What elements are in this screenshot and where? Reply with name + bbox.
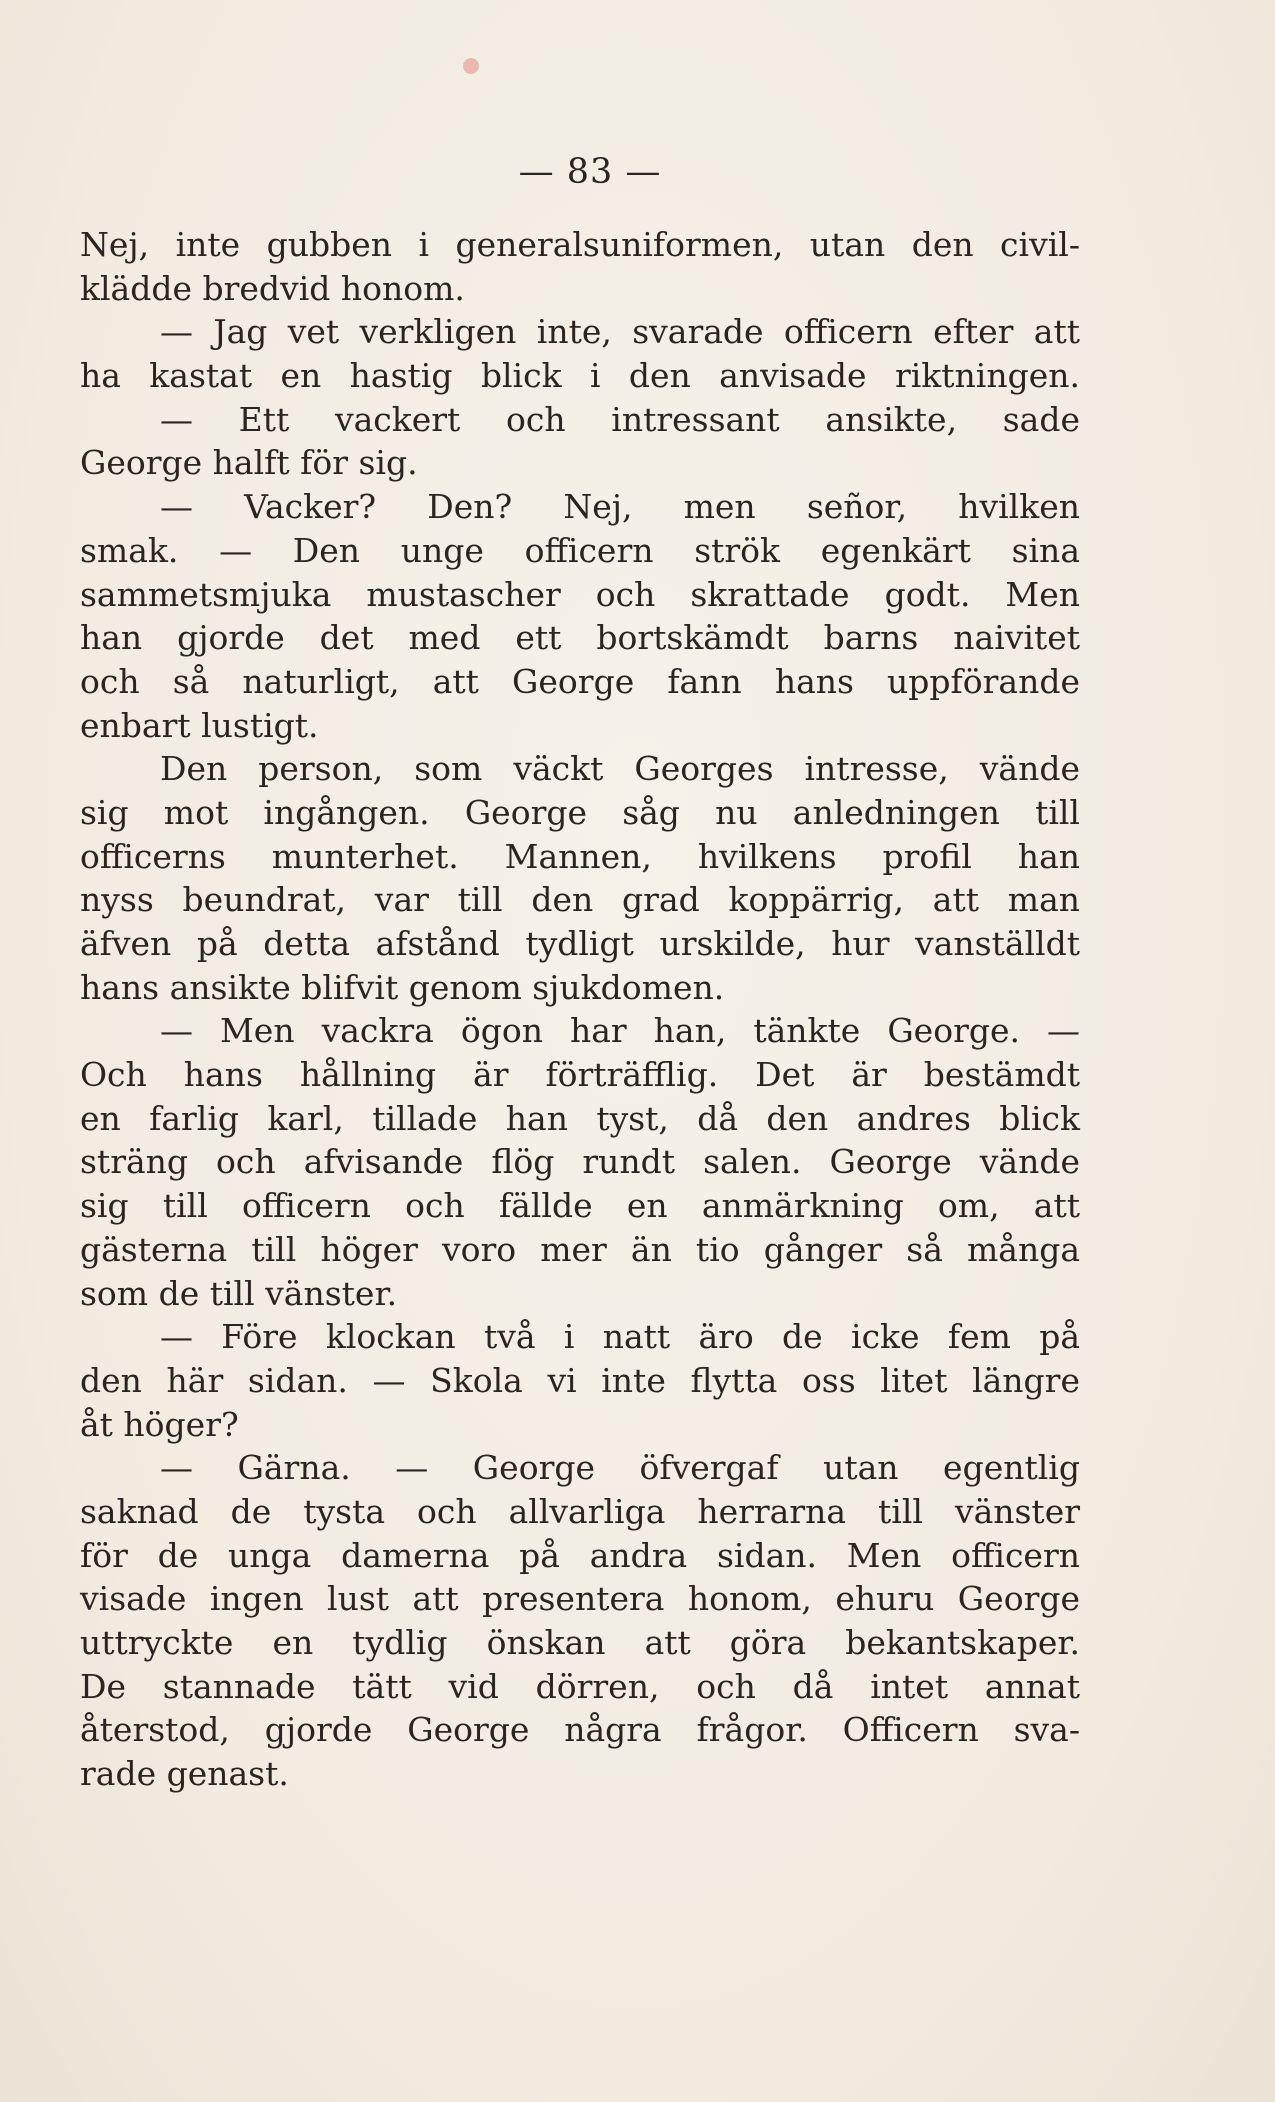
text-line: — Ett vackert och intressant ansikte, sade <box>160 399 1080 439</box>
text-line: åt höger? <box>80 1404 239 1444</box>
text-line: sträng och afvisande flög rundt salen. George vände <box>80 1142 1080 1182</box>
text-line: enbart lustigt. <box>80 705 319 745</box>
text-line: rade genast. <box>80 1754 289 1794</box>
text-line: uttryckte en tydlig önskan att göra bekantskaper. <box>80 1623 1080 1662</box>
text-line: sammetsmjuka mustascher och skrattade godt. Men <box>80 574 1080 614</box>
text-line: och så naturligt, att George fann hans uppförande <box>80 661 1080 701</box>
text-line: sig mot ingången. George såg nu anledningen till <box>80 792 1080 832</box>
text-line: hans ansikte blifvit genom sjukdomen. <box>80 967 725 1007</box>
text-line: De stannade tätt vid dörren, och då intet annat <box>80 1666 1080 1706</box>
page-number: — 83 — <box>518 152 662 192</box>
text-line: ha kastat en hastig blick i den anvisade riktningen. <box>80 356 1080 396</box>
text-line: officerns munterhet. Mannen, hvilkens profil han <box>80 836 1080 876</box>
text-line: för de unga damerna på andra sidan. Men officern <box>80 1535 1080 1575</box>
ink-stain <box>463 58 479 74</box>
text-line: — Vacker? Den? Nej, men señor, hvilken <box>160 487 1080 527</box>
text-line: — Före klockan två i natt äro de icke fem på <box>160 1317 1080 1357</box>
text-line: — Men vackra ögon har han, tänkte George. — <box>160 1011 1080 1051</box>
text-line: saknad de tysta och allvarliga herrarna till vänster <box>80 1491 1080 1531</box>
text-line: smak. — Den unge officern strök egenkärt sina <box>80 530 1080 570</box>
text-line: nyss beundrat, var till den grad koppärrig, att man <box>80 880 1080 920</box>
text-line: gästerna till höger voro mer än tio gånger så många <box>80 1229 1080 1269</box>
text-line: George halft för sig. <box>80 443 418 483</box>
text-line: Och hans hållning är förträfflig. Det är bestämdt <box>80 1055 1080 1095</box>
text-line: visade ingen lust att presentera honom, ehuru George <box>80 1579 1080 1619</box>
text-line: sig till officern och fällde en anmärkning om, att <box>80 1186 1080 1226</box>
text-line: äfven på detta afstånd tydligt urskilde, hur vanställdt <box>80 924 1080 963</box>
text-line: Den person, som väckt Georges intresse, vände <box>160 749 1080 789</box>
text-line: — Gärna. — George öfvergaf utan egentlig <box>160 1448 1080 1488</box>
text-line: klädde bredvid honom. <box>80 268 465 308</box>
text-line: återstod, gjorde George några frågor. Officern sva- <box>80 1710 1080 1750</box>
text-line: som de till vänster. <box>80 1273 398 1313</box>
text-line: — Jag vet verkligen inte, svarade officern efter att <box>160 312 1080 352</box>
text-line: den här sidan. — Skola vi inte flytta oss litet längre <box>80 1360 1080 1400</box>
body-text <box>80 223 1080 1796</box>
text-line: han gjorde det med ett bortskämdt barns naivitet <box>80 618 1080 658</box>
text-line: Nej, inte gubben i generalsuniformen, utan den civil- <box>80 225 1080 264</box>
text-line: en farlig karl, tillade han tyst, då den andres blick <box>80 1098 1080 1138</box>
